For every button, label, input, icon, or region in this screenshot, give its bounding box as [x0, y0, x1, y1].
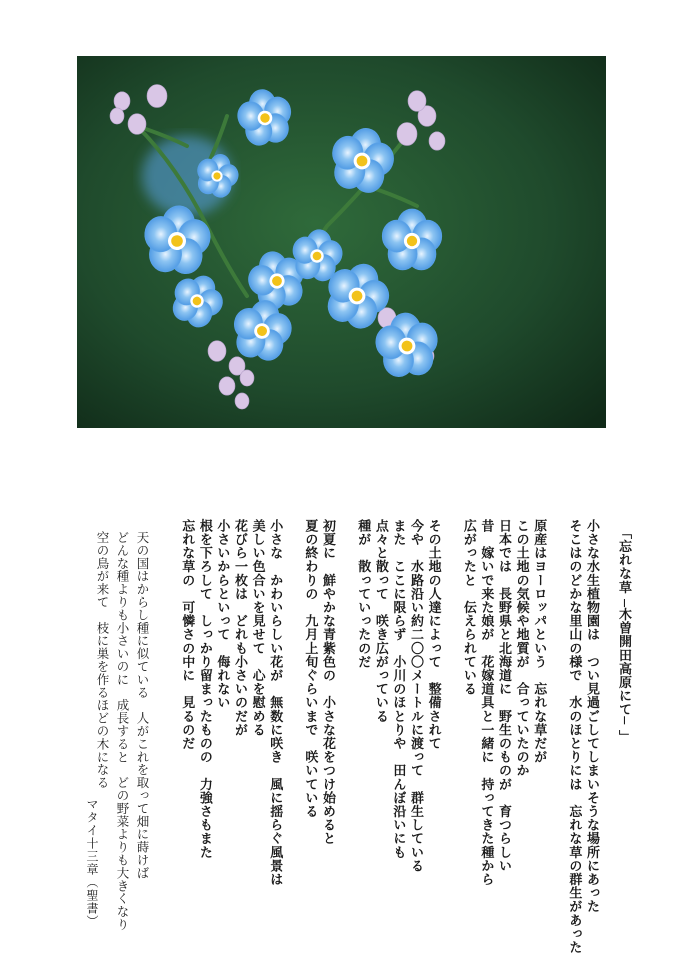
flower-bud — [147, 85, 167, 108]
poem-line: 広がったと 伝えられている — [460, 519, 476, 696]
flower-bud — [208, 341, 226, 362]
poem-line: この土地の気候や地質が 合っていたのか — [513, 519, 529, 778]
poem-title: 「忘れな草 ─木曽開田高原にて─ 」 — [616, 526, 631, 744]
poem-line: 点々と散って 咲き広がっている — [372, 519, 388, 723]
flower-bud — [429, 132, 445, 150]
poem-line: 美しい色合いを見せて 心を慰める — [249, 519, 265, 737]
flower-bud — [110, 108, 124, 124]
poem-line: 根を下ろして しっかり留まったものの 力強さもまた — [196, 519, 212, 859]
flower-bud — [240, 370, 254, 386]
poem-line: 小さいからといって 侮れない — [214, 519, 230, 710]
poem-line: その土地の人達によって 整備されて — [425, 519, 441, 751]
forget-me-not-photo — [77, 56, 606, 428]
flower-bud — [128, 114, 146, 135]
poem-line: 日本では 長野県と北海道に 野生のものが 育つらしい — [496, 519, 511, 873]
poem-line: 種が 散っていったのだ — [355, 519, 371, 669]
scripture-line: 空の鳥が来て 枝に巣を作るほどの木になる — [95, 531, 110, 789]
flower-bud — [408, 91, 426, 112]
poem-line: 忘れな草の 可憐さの中に 見るのだ — [179, 519, 195, 751]
poem-line: また ここに限らず 小川のほとりや 田んぼ沿いにも — [390, 519, 406, 859]
poem-line: 夏の終わりの 九月上旬ぐらいまで 咲いている — [302, 519, 318, 819]
flower-bud — [114, 92, 130, 110]
poem-line: そこはのどかな里山の様で 水のほとりには 忘れな草の群生があった — [566, 519, 582, 955]
scripture-attribution: マタイ十三章（聖書） — [85, 798, 99, 928]
poem-line: 花びら一枚は どれも小さいのだが — [232, 519, 247, 737]
poem-line: 初夏に 鮮やかな青紫色の 小さな花をつけ始めると — [320, 519, 335, 846]
poem-line: 小さな かわいらしい花が 無数に咲き 風に揺らぐ風景は — [267, 519, 283, 887]
scripture-line: どんな種よりも小さいのに 成長すると どの野菜よりも大きくなり — [115, 531, 130, 931]
poem-line: 小さな水生植物園は つい見過ごしてしまいそうな場所にあった — [584, 519, 599, 914]
poem-line: 今や 水路沿い約二〇〇メートルに渡って 群生している — [408, 519, 423, 873]
poem-line: 昔 嫁いで来た娘が 花嫁道具と一緒に 持ってきた種から — [478, 519, 494, 887]
flower-bud — [219, 377, 235, 395]
poem-line: 原産はヨーロッパという 忘れな草だが — [531, 519, 547, 764]
flower-bud — [397, 123, 417, 146]
flower-bud — [235, 393, 249, 409]
scripture-line: 天の国はからし種に似ている 人がこれを取って畑に蒔けば — [135, 531, 150, 880]
flower-illustration — [77, 56, 606, 428]
